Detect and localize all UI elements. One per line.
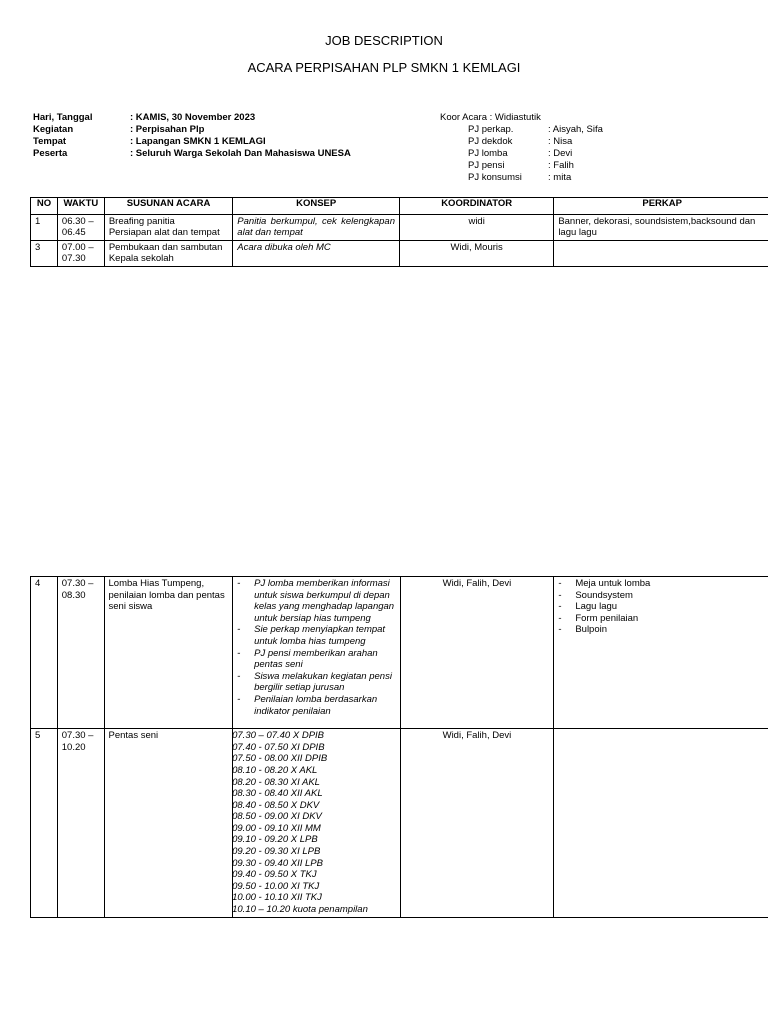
schedule-line: 08.10 - 08.20 X AKL [232, 764, 318, 776]
schedule-line: 10.00 - 10.10 XII TKJ [232, 892, 322, 904]
agenda-line: Pembukaan dan sambutan [108, 241, 223, 253]
list-item-text: PJ lomba memberikan informasi untuk siswa berkumpul di depan kelas yang menghadap lapangan untuk bersiap hias tumpeng [254, 578, 395, 624]
cell-susunan: Lomba Hias Tumpeng, penilaian lomba dan pentas seni siswa [104, 577, 233, 729]
table-header-row [31, 198, 768, 215]
pj-value: : mita [548, 172, 572, 183]
schedule-line: 09.30 - 09.40 XII LPB [232, 857, 323, 869]
list-item-text: Siswa melakukan kegiatan pensi bergilir setiap jurusan [254, 670, 392, 694]
schedule-line: 09.40 - 09.50 X TKJ [232, 869, 317, 881]
cell-konsep [233, 577, 400, 729]
pj-label: PJ lomba [468, 148, 508, 159]
event-info [33, 112, 351, 160]
schedule-table [30, 197, 768, 267]
time-end: 07.30 [61, 253, 86, 265]
info-row-place [33, 136, 351, 148]
schedule-line: 08.30 - 08.40 XII AKL [232, 788, 323, 800]
time-end: 06.45 [61, 227, 86, 239]
info-value: : Lapangan SMKN 1 KEMLAGI [130, 136, 266, 147]
schedule-line: 09.50 - 10.00 XI TKJ [232, 880, 320, 892]
pj-label: PJ dekdok [468, 136, 513, 147]
pj-row [468, 160, 603, 172]
schedule-line: 07.30 – 07.40 X DPIB [232, 730, 325, 742]
time-start: 07.30 – [61, 578, 94, 589]
event-coordinator: Koor Acara : Widiastutik [440, 112, 541, 123]
time-end: 10.20 [61, 741, 86, 753]
info-value: : Seluruh Warga Sekolah Dan Mahasiswa UNESA [130, 148, 351, 159]
info-value: : Perpisahan Plp [130, 124, 205, 135]
list-item-text: Penilaian lomba berdasarkan indikator penilaian [254, 693, 378, 717]
header-perkap: PERKAP [554, 198, 768, 215]
agenda-line: Breafing panitia [108, 215, 175, 227]
cell-perkap [554, 240, 768, 266]
info-row-date [33, 112, 351, 124]
list-item: - Penilaian lomba berdasarkan indikator penilaian [237, 694, 395, 717]
table-row [31, 240, 768, 266]
pj-row [468, 124, 603, 136]
cell-konsep: Acara dibuka oleh MC [233, 240, 400, 266]
cell-waktu [57, 214, 104, 240]
info-label: Kegiatan [33, 124, 74, 135]
list-item-text: Soundsystem [575, 589, 633, 601]
info-label: Hari, Tanggal [33, 112, 93, 123]
info-row-participants [33, 148, 351, 160]
cell-perkap: Banner, dekorasi, soundsistem,backsound dan lagu lagu [554, 214, 768, 240]
cell-susunan: Pentas seni [104, 729, 233, 918]
time-start: 06.30 – [61, 215, 94, 227]
time-end: 08.30 [61, 589, 86, 601]
schedule-line: 09.10 - 09.20 X LPB [232, 834, 318, 846]
list-item-text: Sie perkap menyiapkan tempat untuk lomba hias tumpeng [254, 624, 386, 647]
list-item-text: PJ pensi memberikan arahan pentas seni [254, 647, 378, 671]
event-title: ACARA PERPISAHAN PLP SMKN 1 KEMLAGI [247, 60, 521, 75]
perkap-list [558, 578, 766, 636]
list-item: - Sie perkap menyiapkan tempat untuk lomba hias tumpeng [237, 624, 395, 647]
schedule-line: 09.00 - 09.10 XII MM [232, 822, 321, 834]
list-item-text: Form penilaian [575, 612, 639, 624]
cell-no: 1 [31, 214, 58, 240]
schedule-line: 07.40 - 07.50 XI DPIB [232, 741, 325, 753]
info-value: : KAMIS, 30 November 2023 [130, 112, 256, 123]
list-item-text: Bulpoin [575, 624, 608, 636]
pj-value: : Devi [548, 148, 573, 159]
cell-waktu [57, 240, 104, 266]
pj-value: : Falih [548, 160, 574, 171]
pj-label: PJ perkap. [468, 124, 514, 135]
list-item: - PJ pensi memberikan arahan pentas seni [237, 648, 395, 671]
schedule-line: 07.50 - 08.00 XII DPIB [232, 753, 328, 765]
schedule-line: 09.20 - 09.30 XI LPB [232, 846, 321, 858]
cell-waktu [57, 577, 104, 729]
performance-schedule [232, 730, 395, 916]
agenda-line: Persiapan alat dan tempat [108, 227, 220, 239]
pj-row [468, 148, 603, 160]
cell-koordinator: Widi, Mouris [399, 240, 553, 266]
info-label: Tempat [33, 136, 67, 147]
pj-label: PJ pensi [468, 160, 505, 171]
cell-no: 4 [31, 577, 58, 729]
header-no: NO [31, 198, 58, 215]
cell-koordinator: Widi, Falih, Devi [400, 729, 554, 918]
table-row [31, 577, 768, 729]
table-row [31, 214, 768, 240]
header-susunan-acara: SUSUNAN ACARA [104, 198, 232, 215]
cell-no: 5 [31, 729, 58, 918]
cell-konsep [233, 729, 400, 918]
cell-susunan [104, 240, 232, 266]
info-label: Peserta [33, 148, 68, 159]
schedule-line: 08.20 - 08.30 XI AKL [232, 776, 320, 788]
cell-perkap [554, 729, 768, 918]
header-konsep: KONSEP [233, 198, 400, 215]
list-item: - Siswa melakukan kegiatan pensi bergilir setiap jurusan [237, 671, 395, 694]
cell-no: 3 [31, 240, 58, 266]
pj-value: : Aisyah, Sifa [548, 124, 603, 135]
cell-waktu [57, 729, 104, 918]
pj-row [468, 136, 603, 148]
pj-row [468, 172, 603, 184]
info-row-activity [33, 124, 351, 136]
time-start: 07.00 – [61, 241, 94, 253]
table-row [31, 729, 768, 918]
committee-info [440, 112, 603, 184]
list-item: - Lagu lagu [558, 601, 618, 613]
schedule-line: 08.50 - 09.00 XI DKV [232, 811, 322, 823]
pj-value: : Nisa [548, 136, 573, 147]
header-waktu: WAKTU [57, 198, 104, 215]
pj-label: PJ konsumsi [468, 172, 522, 183]
cell-konsep: Panitia berkumpul, cek kelengkapan alat dan tempat [233, 214, 400, 240]
list-item-text: Lagu lagu [575, 601, 618, 613]
schedule-line: 10.10 – 10.20 kuota penampilan [232, 904, 368, 916]
cell-susunan [104, 214, 232, 240]
schedule-line: 08.40 - 08.50 X DKV [232, 799, 320, 811]
document-title: JOB DESCRIPTION [325, 33, 443, 48]
time-start: 07.30 – [61, 730, 94, 742]
list-item: - PJ lomba memberikan informasi untuk siswa berkumpul di depan kelas yang menghadap lapangan untuk bersiap hias tumpeng [237, 578, 395, 624]
cell-koordinator: Widi, Falih, Devi [400, 577, 554, 729]
list-item: - Form penilaian [558, 612, 639, 624]
list-item-text: Meja untuk lomba [575, 578, 651, 589]
list-item: - Soundsystem [558, 589, 633, 601]
cell-koordinator: widi [399, 214, 553, 240]
schedule-table-continued [30, 576, 768, 918]
agenda-line: Kepala sekolah [108, 253, 174, 265]
cell-perkap [554, 577, 768, 729]
konsep-list [237, 578, 395, 717]
header-koordinator: KOORDINATOR [399, 198, 553, 215]
list-item: - Meja untuk lomba [558, 578, 651, 589]
list-item: - Bulpoin [558, 624, 608, 636]
